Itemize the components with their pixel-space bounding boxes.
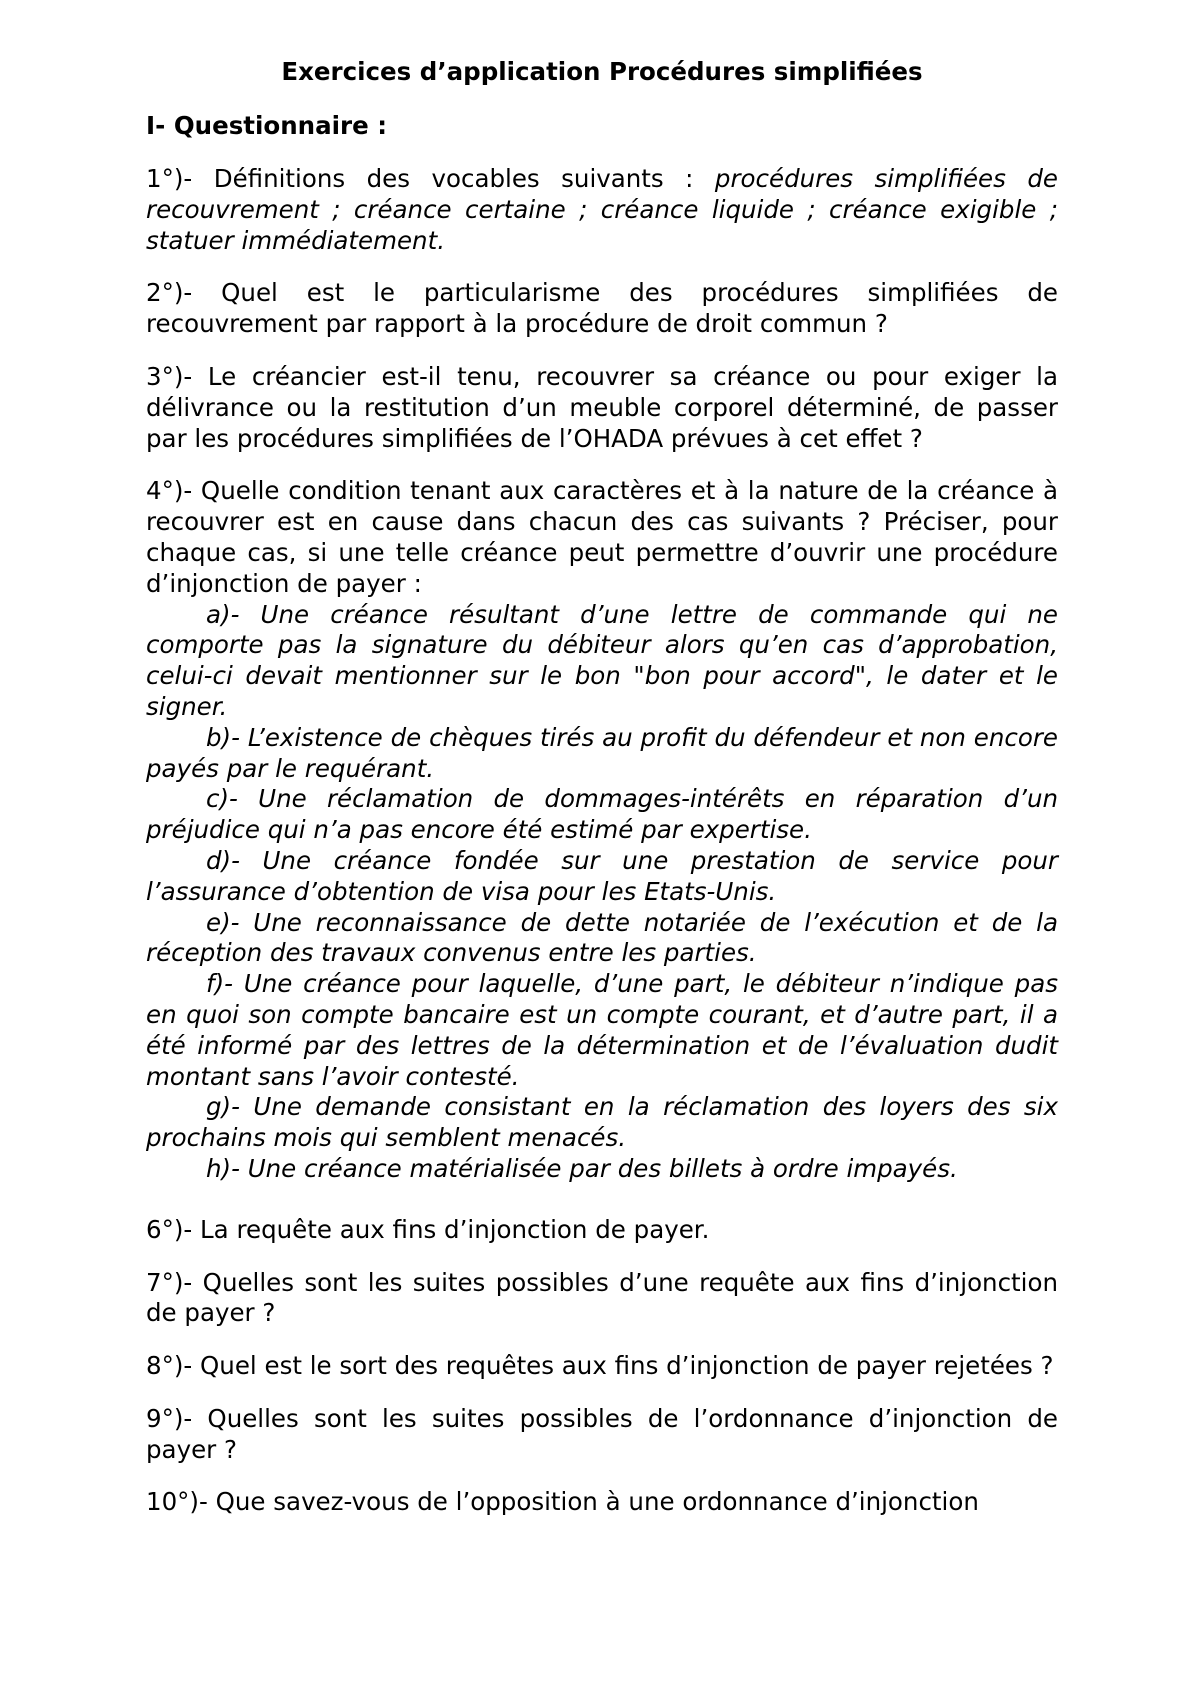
question-6: 6°)- La requête aux fins d’injonction de payer. — [146, 1214, 710, 1244]
question-4-case-e: e)- Une reconnaissance de dette notariée de l’exécution et de la réception des travaux convenus entre les parties. — [146, 907, 1058, 968]
section-heading: I- Questionnaire : — [146, 111, 388, 140]
question-4-case-g: g)- Une demande consistant en la réclamation des loyers des six prochains mois qui semblent menacés. — [146, 1092, 1058, 1153]
question-4-case-d: d)- Une créance fondée sur une prestation de service pour l’assurance d’obtention de visa pour les Etats-Unis. — [146, 845, 1058, 906]
question-7: 7°)- Quelles sont les suites possibles d’une requête aux fins d’injonction de payer ? — [146, 1267, 1058, 1328]
question-4-intro: 4°)- Quelle condition tenant aux caractères et à la nature de la créance à recouvrer est en cause dans chacun des cas suivants ? Préciser, pour chaque cas, si une telle créance peut permettre d’ouvrir une procédure d’injonction de payer : — [146, 476, 1058, 598]
question-1 — [146, 164, 1058, 256]
question-1-terms: procédures simplifiées de recouvrement ; créance certaine ; créance liquide ; créance exigible ; statuer immédiatement. — [146, 164, 1058, 255]
question-4-case-a: a)- Une créance résultant d’une lettre de commande qui ne comporte pas la signature du débiteur alors qu’en cas d’approbation, celui-ci devait mentionner sur le bon "bon pour accord", le dater et le signer. — [146, 599, 1058, 721]
question-4-case-f: f)- Une créance pour laquelle, d’une part, le débiteur n’indique pas en quoi son compte bancaire est un compte courant, et d’autre part, il a été informé par des lettres de la détermination et de l’évaluation dudit montant sans l’avoir contesté. — [146, 969, 1058, 1091]
question-4-case-c: c)- Une réclamation de dommages-intérêts en réparation d’un préjudice qui n’a pas encore été estimé par expertise. — [146, 784, 1058, 845]
question-2: 2°)- Quel est le particularisme des procédures simplifiées de recouvrement par rapport à la procédure de droit commun ? — [146, 278, 1058, 339]
document-title: Exercices d’application Procédures simplifiées — [281, 57, 923, 86]
question-4-case-b: b)- L’existence de chèques tirés au profit du défendeur et non encore payés par le requérant. — [146, 722, 1058, 783]
question-10: 10°)- Que savez-vous de l’opposition à une ordonnance d’injonction — [146, 1487, 979, 1517]
question-1-prefix: 1°)- Définitions des vocables suivants : — [146, 164, 715, 193]
question-8: 8°)- Quel est le sort des requêtes aux fins d’injonction de payer rejetées ? — [146, 1351, 1054, 1381]
document-page — [146, 54, 1058, 1540]
question-9: 9°)- Quelles sont les suites possibles de l’ordonnance d’injonction de payer ? — [146, 1403, 1058, 1464]
question-4-case-h: h)- Une créance matérialisée par des billets à ordre impayés. — [206, 1153, 958, 1183]
question-3: 3°)- Le créancier est-il tenu, recouvrer sa créance ou pour exiger la délivrance ou la restitution d’un meuble corporel déterminé, de passer par les procédures simplifiées de l’OHADA prévues à cet effet ? — [146, 361, 1058, 453]
